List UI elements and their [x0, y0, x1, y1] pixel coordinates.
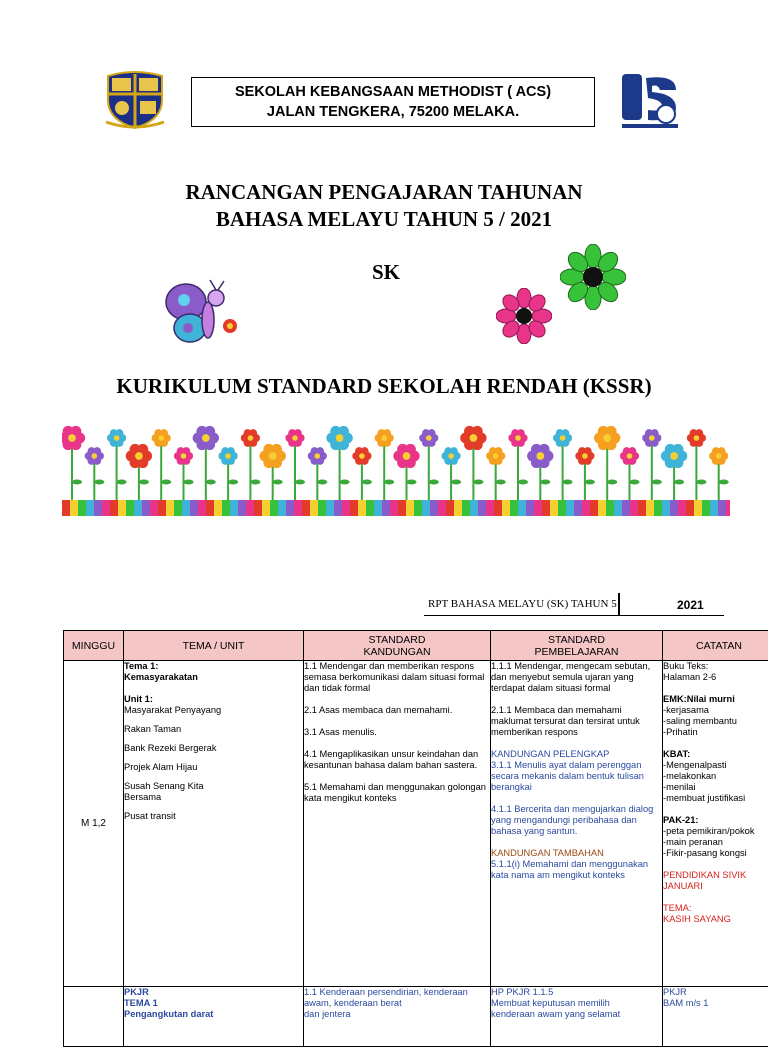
- border-flower: [687, 429, 707, 500]
- pkjr-tema: TEMA 1: [124, 998, 303, 1009]
- border-stripe: [566, 500, 574, 516]
- border-flower: [594, 426, 620, 500]
- border-stripe: [406, 500, 414, 516]
- unit-item: Pusat transit: [124, 811, 303, 822]
- border-flower: [326, 426, 352, 500]
- border-stripe: [222, 500, 230, 516]
- border-stripe: [102, 500, 110, 516]
- border-stripe: [246, 500, 254, 516]
- border-stripe: [142, 500, 150, 516]
- border-stripe: [118, 500, 126, 516]
- running-header-title: RPT BAHASA MELAYU (SK) TAHUN 5: [428, 598, 617, 610]
- sivik-title: PENDIDIKAN SIVIK: [663, 870, 768, 881]
- border-flower: [661, 444, 687, 500]
- catatan-cell: [663, 987, 768, 1047]
- minggu-cell: [64, 987, 124, 1047]
- unit-item: Projek Alam Hijau: [124, 762, 303, 773]
- border-stripe: [94, 500, 102, 516]
- tema-cell: [124, 987, 304, 1047]
- border-flower: [62, 426, 85, 500]
- border-stripe: [478, 500, 486, 516]
- border-stripe: [318, 500, 326, 516]
- border-stripe: [686, 500, 694, 516]
- border-stripe: [230, 500, 238, 516]
- border-stripe: [158, 500, 166, 516]
- border-flower: [553, 429, 573, 500]
- sk-item: 2.1 Asas membaca dan memahami.: [304, 705, 490, 716]
- border-stripe: [726, 500, 730, 516]
- sk-item: 1.1 Kenderaan persendirian, kenderaan awam, kenderaan berat: [304, 987, 490, 1009]
- border-stripe: [334, 500, 342, 516]
- cover-title-line2: BAHASA MELAYU TAHUN 5 / 2021: [0, 207, 768, 232]
- border-stripe: [590, 500, 598, 516]
- border-stripe: [422, 500, 430, 516]
- border-stripe: [438, 500, 446, 516]
- border-stripe: [270, 500, 278, 516]
- tema-cell: [124, 661, 304, 987]
- kbat-item: -membuat justifikasi: [663, 793, 768, 804]
- emk-item: -Prihatin: [663, 727, 768, 738]
- border-stripe: [414, 500, 422, 516]
- border-flower: [219, 447, 239, 500]
- border-stripe: [382, 500, 390, 516]
- border-stripe: [662, 500, 670, 516]
- header-sk-line2: KANDUNGAN: [304, 646, 490, 658]
- border-stripe: [326, 500, 334, 516]
- border-flower: [527, 444, 553, 500]
- sk-item: 4.1 Mengaplikasikan unsur keindahan dan kesantunan bahasa dalam bahan sastera.: [304, 749, 490, 771]
- border-stripe: [654, 500, 662, 516]
- sp-item: 1.1.1 Mendengar, mengecam sebutan, dan menyebut semula ujaran yang terdapat dalam situasi formal: [491, 661, 662, 694]
- pak-title: PAK-21:: [663, 815, 768, 826]
- border-stripe: [598, 500, 606, 516]
- unit-item: Bank Rezeki Bergerak: [124, 743, 303, 754]
- header-standard-kandungan: [304, 631, 491, 661]
- border-stripe: [430, 500, 438, 516]
- pink-flower-icon: [496, 288, 552, 344]
- border-stripe: [390, 500, 398, 516]
- flower-border-icon: [62, 416, 730, 518]
- border-stripe: [174, 500, 182, 516]
- border-stripe: [350, 500, 358, 516]
- rpt-table: [63, 630, 768, 1047]
- pkjr-tema-name: Pengangkutan darat: [124, 1009, 303, 1020]
- border-stripe: [510, 500, 518, 516]
- border-flower: [152, 429, 172, 500]
- border-stripe: [550, 500, 558, 516]
- border-stripe: [78, 500, 86, 516]
- tambahan-item: 5.1.1(i) Memahami dan menggunakan kata nama am mengikut konteks: [491, 859, 662, 881]
- border-stripe: [254, 500, 262, 516]
- tema-title: Tema 1:: [124, 661, 303, 672]
- border-flower: [174, 447, 194, 500]
- sivik-month: JANUARI: [663, 881, 768, 892]
- border-flower: [285, 429, 305, 500]
- pelengkap-title: KANDUNGAN PELENGKAP: [491, 749, 662, 760]
- border-flower: [126, 444, 152, 500]
- border-stripe: [462, 500, 470, 516]
- border-stripe: [134, 500, 142, 516]
- table-row: [64, 661, 768, 987]
- school-address: JALAN TENGKERA, 75200 MELAKA.: [192, 102, 594, 122]
- border-stripe: [646, 500, 654, 516]
- standard-kandungan-cell: [304, 987, 491, 1047]
- header-catatan: CATATAN: [663, 631, 768, 661]
- border-flower: [308, 447, 328, 500]
- border-stripe: [582, 500, 590, 516]
- catatan-cell: [663, 661, 768, 987]
- unit-title: Unit 1:: [124, 694, 303, 705]
- border-stripe: [518, 500, 526, 516]
- border-flower: [442, 447, 462, 500]
- running-header-divider: [618, 593, 620, 615]
- sk-item: dan jentera: [304, 1009, 490, 1020]
- unit-item: Susah Senang Kita Bersama: [124, 781, 234, 803]
- catatan-item: BAM m/s 1: [663, 998, 768, 1009]
- butterfly-icon: [160, 276, 246, 352]
- pelengkap-item: 3.1.1 Menulis ayat dalam perenggan secara mekanis dalam bentuk tulisan berangkai: [491, 760, 662, 793]
- border-stripe: [110, 500, 118, 516]
- emk-title: EMK:Nilai murni: [663, 694, 768, 705]
- border-stripe: [526, 500, 534, 516]
- border-stripe: [638, 500, 646, 516]
- border-stripe: [70, 500, 78, 516]
- kbat-item: -Mengenalpasti: [663, 760, 768, 771]
- tema-name: Kemasyarakatan: [124, 672, 303, 683]
- border-stripe: [694, 500, 702, 516]
- border-stripe: [310, 500, 318, 516]
- kbat-item: -melakonkan: [663, 771, 768, 782]
- buku-teks: Buku Teks:: [663, 661, 768, 672]
- border-stripe: [166, 500, 174, 516]
- border-flower: [486, 447, 506, 500]
- border-stripe: [574, 500, 582, 516]
- border-flower: [620, 447, 640, 500]
- header-sp-line1: STANDARD: [491, 634, 662, 646]
- school-name-box: [191, 77, 595, 127]
- sivik-tema-value: KASIH SAYANG: [663, 914, 768, 925]
- border-stripe: [302, 500, 310, 516]
- green-flower-icon: [560, 244, 626, 310]
- halaman: Halaman 2-6: [663, 672, 768, 683]
- border-stripe: [86, 500, 94, 516]
- border-stripe: [374, 500, 382, 516]
- unit-item: Masyarakat Penyayang: [124, 705, 303, 716]
- border-stripe: [62, 500, 70, 516]
- border-stripe: [710, 500, 718, 516]
- standard-pembelajaran-cell: [491, 987, 663, 1047]
- running-header-rule: [424, 615, 724, 616]
- table-header-row: [64, 631, 768, 661]
- kbat-title: KBAT:: [663, 749, 768, 760]
- border-flower: [260, 444, 286, 500]
- border-flower: [393, 444, 419, 500]
- sp-item: 2.1.1 Membaca dan memahami maklumat tersurat dan tersirat untuk memberikan respons: [491, 705, 662, 738]
- pelengkap-item: 4.1.1 Bercerita dan mengujarkan dialog yang mengandungi peribahasa dan bahasa yang santun.: [491, 804, 662, 837]
- minggu-cell: M 1,2: [64, 661, 124, 987]
- border-stripe: [614, 500, 622, 516]
- school-name: SEKOLAH KEBANGSAAN METHODIST ( ACS): [192, 82, 594, 102]
- border-flower: [107, 429, 127, 500]
- header-sp-line2: PEMBELAJARAN: [491, 646, 662, 658]
- tambahan-title: KANDUNGAN TAMBAHAN: [491, 848, 662, 859]
- school-25-years-logo-icon: [618, 70, 682, 132]
- border-flower: [241, 429, 261, 500]
- border-stripe: [486, 500, 494, 516]
- sp-item: Membuat keputusan memilih: [491, 998, 662, 1009]
- running-header-year: 2021: [677, 598, 704, 612]
- border-flower: [709, 447, 729, 500]
- pak-item: -main peranan: [663, 837, 768, 848]
- border-flower: [642, 429, 662, 500]
- border-stripe: [534, 500, 542, 516]
- border-stripe: [182, 500, 190, 516]
- border-flower: [508, 429, 528, 500]
- emk-item: -saling membantu: [663, 716, 768, 727]
- border-stripe: [342, 500, 350, 516]
- border-stripe: [150, 500, 158, 516]
- border-stripe: [446, 500, 454, 516]
- sp-item: HP PKJR 1.1.5: [491, 987, 662, 998]
- pkjr-label: PKJR: [124, 987, 303, 998]
- standard-pembelajaran-cell: [491, 661, 663, 987]
- border-flower: [419, 429, 439, 500]
- border-flower: [85, 447, 105, 500]
- border-stripe: [502, 500, 510, 516]
- border-stripe: [678, 500, 686, 516]
- school-crest-icon: [104, 70, 166, 130]
- border-flower: [375, 429, 395, 500]
- emk-item: -kerjasama: [663, 705, 768, 716]
- border-flower: [575, 447, 595, 500]
- border-stripe: [622, 500, 630, 516]
- header-tema: TEMA / UNIT: [124, 631, 304, 661]
- border-stripe: [294, 500, 302, 516]
- border-stripe: [670, 500, 678, 516]
- border-stripe: [366, 500, 374, 516]
- border-stripe: [126, 500, 134, 516]
- border-flower: [352, 447, 372, 500]
- border-stripe: [494, 500, 502, 516]
- sk-item: 1.1 Mendengar dan memberikan respons semasa berkomunikasi dalam situasi formal dan tidak formal: [304, 661, 490, 694]
- border-stripe: [718, 500, 726, 516]
- header-standard-pembelajaran: [491, 631, 663, 661]
- standard-kandungan-cell: [304, 661, 491, 987]
- border-flower: [193, 426, 219, 500]
- sivik-tema-label: TEMA:: [663, 903, 768, 914]
- border-stripe: [262, 500, 270, 516]
- catatan-item: PKJR: [663, 987, 768, 998]
- unit-item: Rakan Taman: [124, 724, 303, 735]
- cover-title-line1: RANCANGAN PENGAJARAN TAHUNAN: [0, 180, 768, 205]
- border-stripe: [606, 500, 614, 516]
- header-minggu: MINGGU: [64, 631, 124, 661]
- pak-item: -peta pemikiran/pokok: [663, 826, 768, 837]
- kbat-item: -menilai: [663, 782, 768, 793]
- pak-item: -Fikir-pasang kongsi: [663, 848, 768, 859]
- border-stripe: [206, 500, 214, 516]
- sk-item: 5.1 Memahami dan menggunakan golongan kata mengikut konteks: [304, 782, 490, 804]
- border-stripe: [238, 500, 246, 516]
- border-stripe: [542, 500, 550, 516]
- table-row: [64, 987, 768, 1047]
- border-stripe: [358, 500, 366, 516]
- border-stripe: [286, 500, 294, 516]
- header-sk-line1: STANDARD: [304, 634, 490, 646]
- sk-item: 3.1 Asas menulis.: [304, 727, 490, 738]
- border-stripe: [470, 500, 478, 516]
- school-level: SK: [372, 260, 400, 285]
- border-stripe: [190, 500, 198, 516]
- border-stripe: [454, 500, 462, 516]
- border-stripe: [630, 500, 638, 516]
- border-stripe: [702, 500, 710, 516]
- sp-item: kenderaan awam yang selamat: [491, 1009, 662, 1020]
- border-stripe: [198, 500, 206, 516]
- border-flower: [460, 426, 486, 500]
- border-stripe: [278, 500, 286, 516]
- border-stripe: [558, 500, 566, 516]
- border-stripe: [214, 500, 222, 516]
- border-stripe: [398, 500, 406, 516]
- curriculum-title: KURIKULUM STANDARD SEKOLAH RENDAH (KSSR): [0, 374, 768, 399]
